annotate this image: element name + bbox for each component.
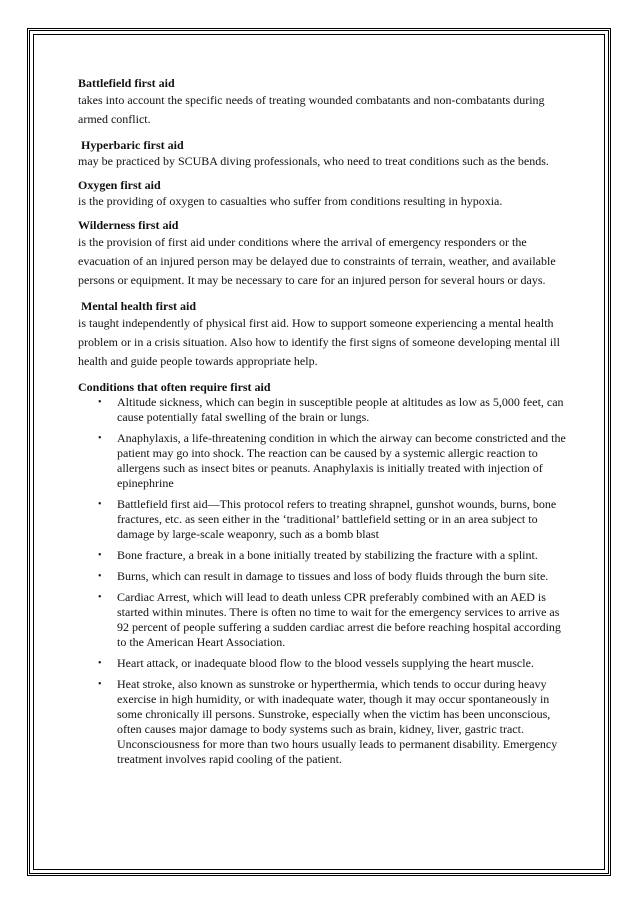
section-wilderness bbox=[78, 217, 566, 290]
section-text: is the providing of oxygen to casualties who suffer from conditions resulting in hypoxia. bbox=[78, 194, 503, 208]
bullet-icon: • bbox=[98, 571, 102, 582]
section-heading: Mental health first aid bbox=[78, 299, 196, 313]
list-item bbox=[78, 497, 566, 542]
document-body bbox=[78, 75, 566, 775]
list-item-text: Heat stroke, also known as sunstroke or hyperthermia, which tends to occur during heavy exercise in high humidity, or with inadequate water, though it may occur spontaneously in some chronically ill persons. Sunstroke, especially when the victim has been unconscious, often causes major damage to body systems such as brain, kidney, liver, gastric tract. Unconsciousness for more than two hours usually leads to permanent disability. Emergency treatment involves rapid cooling of the patient. bbox=[117, 677, 558, 766]
section-text: is the provision of first aid under conditions where the arrival of emergency responders or the evacuation of an injured person may be delayed due to constraints of terrain, weather, and available persons or equipment. It may be necessary to care for an injured person for several hours or days. bbox=[78, 235, 556, 287]
list-item bbox=[78, 569, 566, 584]
section-text: takes into account the specific needs of treating wounded combatants and non-combatants during armed conflict. bbox=[78, 93, 545, 126]
conditions-list bbox=[78, 395, 566, 767]
conditions-heading: Conditions that often require first aid bbox=[78, 380, 271, 394]
list-item-text: Battlefield first aid—This protocol refers to treating shrapnel, gunshot wounds, burns, bone fractures, etc. as seen either in the ‘traditional’ battlefield setting or in an area subject to damage by large-scale weaponry, such as a bomb blast bbox=[117, 497, 557, 541]
section-conditions bbox=[78, 379, 566, 767]
bullet-icon: • bbox=[98, 592, 102, 603]
section-text: is taught independently of physical first aid. How to support someone experiencing a mental health problem or in a crisis situation. Also how to identify the first signs of someone developing mental ill health and guide people towards appropriate help. bbox=[78, 316, 560, 368]
list-item-text: Anaphylaxis, a life-threatening condition in which the airway can become constricted and the patient may go into shock. The reaction can be caused by a systemic allergic reaction to allergens such as insect bites or peanuts. Anaphylaxis is initially treated with injection of epinephrine bbox=[117, 431, 566, 490]
bullet-icon: • bbox=[98, 397, 102, 408]
bullet-icon: • bbox=[98, 499, 102, 510]
list-item bbox=[78, 548, 566, 563]
section-heading: Hyperbaric first aid bbox=[78, 138, 184, 152]
list-item bbox=[78, 590, 566, 650]
section-text: may be practiced by SCUBA diving professionals, who need to treat conditions such as the bends. bbox=[78, 154, 549, 168]
section-mental-health bbox=[78, 298, 566, 371]
list-item-text: Heart attack, or inadequate blood flow to the blood vessels supplying the heart muscle. bbox=[117, 656, 534, 670]
section-oxygen bbox=[78, 177, 566, 209]
list-item bbox=[78, 677, 566, 767]
section-battlefield bbox=[78, 75, 566, 129]
section-heading: Oxygen first aid bbox=[78, 178, 161, 192]
section-heading: Wilderness first aid bbox=[78, 218, 179, 232]
list-item bbox=[78, 395, 566, 425]
list-item-text: Bone fracture, a break in a bone initially treated by stabilizing the fracture with a splint. bbox=[117, 548, 538, 562]
bullet-icon: • bbox=[98, 658, 102, 669]
list-item-text: Burns, which can result in damage to tissues and loss of body fluids through the burn site. bbox=[117, 569, 549, 583]
section-hyperbaric bbox=[78, 137, 566, 169]
bullet-icon: • bbox=[98, 433, 102, 444]
list-item-text: Altitude sickness, which can begin in susceptible people at altitudes as low as 5,000 feet, can cause potentially fatal swelling of the brain or lungs. bbox=[117, 395, 564, 424]
section-heading: Battlefield first aid bbox=[78, 76, 175, 90]
bullet-icon: • bbox=[98, 679, 102, 690]
list-item-text: Cardiac Arrest, which will lead to death unless CPR preferably combined with an AED is started within minutes. There is often no time to wait for the emergency services to arrive as 92 percent of people suffering a sudden cardiac arrest die before reaching hospital according to the American Heart Association. bbox=[117, 590, 561, 649]
list-item bbox=[78, 656, 566, 671]
bullet-icon: • bbox=[98, 550, 102, 561]
list-item bbox=[78, 431, 566, 491]
